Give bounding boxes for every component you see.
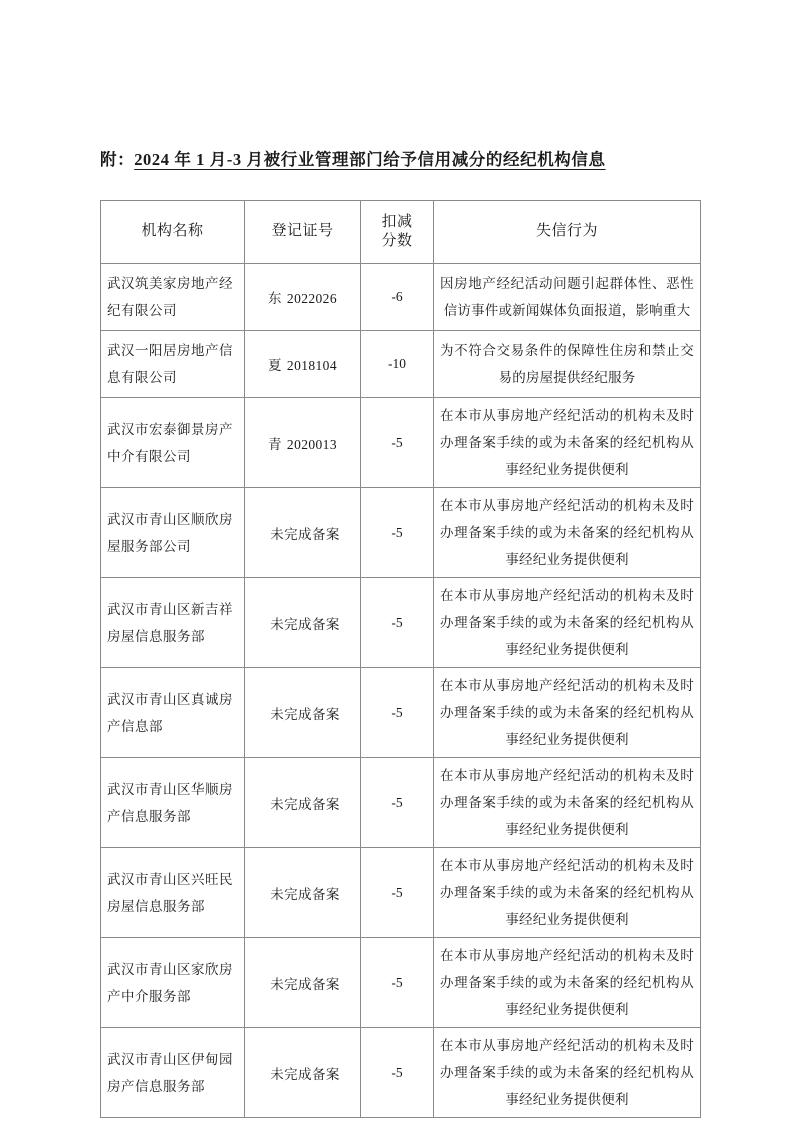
cell-behavior: 在本市从事房地产经纪活动的机构未及时办理备案手续的或为未备案的经纪机构从事经纪业务提供便利 (434, 938, 701, 1028)
registration-number: 未完成备案 (270, 526, 340, 542)
cell-score: -5 (361, 938, 434, 1028)
table-row (101, 938, 701, 1028)
table-body (101, 264, 701, 1118)
registration-number: 未完成备案 (270, 886, 340, 902)
column-header-name: 机构名称 (101, 201, 245, 264)
cell-behavior: 在本市从事房地产经纪活动的机构未及时办理备案手续的或为未备案的经纪机构从事经纪业务提供便利 (434, 488, 701, 578)
registration-prefix: 东 (268, 291, 282, 306)
cell-institution-name: 武汉市青山区家欣房产中介服务部 (101, 938, 245, 1028)
table-row (101, 668, 701, 758)
cell-registration (245, 668, 361, 758)
cell-score: -6 (361, 264, 434, 331)
cell-institution-name: 武汉市青山区伊甸园房产信息服务部 (101, 1028, 245, 1118)
registration-number: 未完成备案 (270, 1066, 340, 1082)
registration-number: 未完成备案 (270, 706, 340, 722)
title-main: 2024 年 1 月-3 月被行业管理部门给予信用减分的经纪机构信息 (134, 150, 606, 169)
table-row (101, 398, 701, 488)
cell-registration (245, 398, 361, 488)
column-header-score-line2: 分数 (381, 233, 413, 249)
cell-institution-name: 武汉筑美家房地产经纪有限公司 (101, 264, 245, 331)
cell-behavior: 为不符合交易条件的保障性住房和禁止交易的房屋提供经纪服务 (434, 331, 701, 398)
cell-score: -10 (361, 331, 434, 398)
cell-institution-name: 武汉市青山区华顺房产信息服务部 (101, 758, 245, 848)
title-prefix: 附： (100, 150, 135, 169)
cell-score: -5 (361, 578, 434, 668)
cell-score: -5 (361, 758, 434, 848)
registration-number: 未完成备案 (270, 796, 340, 812)
cell-behavior: 在本市从事房地产经纪活动的机构未及时办理备案手续的或为未备案的经纪机构从事经纪业务提供便利 (434, 578, 701, 668)
cell-institution-name: 武汉市青山区真诚房产信息部 (101, 668, 245, 758)
cell-institution-name: 武汉市宏泰御景房产中介有限公司 (101, 398, 245, 488)
table-row (101, 264, 701, 331)
cell-score: -5 (361, 668, 434, 758)
cell-registration (245, 758, 361, 848)
cell-registration (245, 488, 361, 578)
credit-deduction-table (100, 200, 701, 1118)
cell-institution-name: 武汉市青山区新吉祥房屋信息服务部 (101, 578, 245, 668)
cell-registration (245, 1028, 361, 1118)
cell-score: -5 (361, 848, 434, 938)
cell-institution-name: 武汉市青山区兴旺民房屋信息服务部 (101, 848, 245, 938)
cell-behavior: 在本市从事房地产经纪活动的机构未及时办理备案手续的或为未备案的经纪机构从事经纪业务提供便利 (434, 758, 701, 848)
cell-registration (245, 331, 361, 398)
registration-number: 2018104 (286, 358, 337, 373)
table-header-row (101, 201, 701, 264)
column-header-score-line1: 扣减 (381, 213, 413, 230)
cell-institution-name: 武汉一阳居房地产信息有限公司 (101, 331, 245, 398)
cell-score: -5 (361, 1028, 434, 1118)
cell-behavior: 因房地产经纪活动问题引起群体性、恶性信访事件或新闻媒体负面报道，影响重大 (434, 264, 701, 331)
table-row (101, 848, 701, 938)
cell-institution-name: 武汉市青山区顺欣房屋服务部公司 (101, 488, 245, 578)
table-header (101, 201, 701, 264)
page-title (100, 148, 606, 171)
table-row (101, 758, 701, 848)
registration-number: 未完成备案 (270, 976, 340, 992)
cell-behavior: 在本市从事房地产经纪活动的机构未及时办理备案手续的或为未备案的经纪机构从事经纪业务提供便利 (434, 668, 701, 758)
cell-score: -5 (361, 398, 434, 488)
registration-number: 2022026 (286, 291, 337, 306)
registration-number: 2020013 (286, 436, 337, 452)
table-row (101, 1028, 701, 1118)
cell-registration (245, 578, 361, 668)
registration-number: 未完成备案 (270, 616, 340, 632)
cell-registration (245, 938, 361, 1028)
column-header-behavior: 失信行为 (434, 201, 701, 264)
cell-behavior: 在本市从事房地产经纪活动的机构未及时办理备案手续的或为未备案的经纪机构从事经纪业务提供便利 (434, 1028, 701, 1118)
registration-prefix: 青 (268, 436, 282, 452)
cell-registration (245, 848, 361, 938)
table-row (101, 331, 701, 398)
cell-registration (245, 264, 361, 331)
column-header-registration: 登记证号 (245, 201, 361, 264)
cell-score: -5 (361, 488, 434, 578)
table-row (101, 578, 701, 668)
table-row (101, 488, 701, 578)
cell-behavior: 在本市从事房地产经纪活动的机构未及时办理备案手续的或为未备案的经纪机构从事经纪业务提供便利 (434, 398, 701, 488)
cell-behavior: 在本市从事房地产经纪活动的机构未及时办理备案手续的或为未备案的经纪机构从事经纪业务提供便利 (434, 848, 701, 938)
column-header-score (361, 201, 434, 264)
registration-prefix: 夏 (268, 358, 282, 373)
